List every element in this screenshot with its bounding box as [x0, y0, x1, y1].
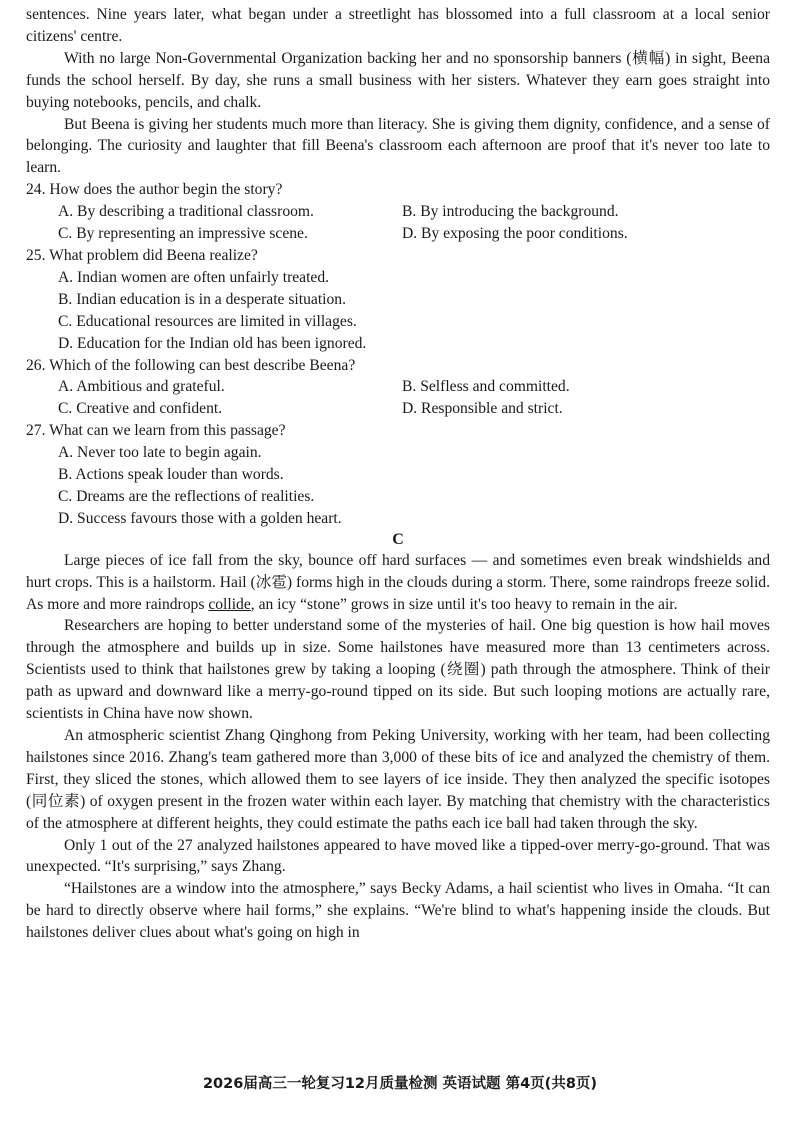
question-24 [26, 179, 770, 245]
option-a[interactable]: A. By describing a traditional classroom. [58, 203, 314, 221]
option-c[interactable]: C. Dreams are the reflections of realities. [58, 487, 315, 505]
option-a[interactable]: A. Ambitious and grateful. [58, 378, 225, 396]
option-d[interactable]: D. By exposing the poor conditions. [402, 225, 628, 243]
option-row [26, 201, 770, 223]
passage-c-paragraph-3: An atmospheric scientist Zhang Qinghong from Peking University, working with her team, had been collecting hailstones since 2016. Zhang's team gathered more than 3,000 of these bits of ice and analyzed the chemistry of them. First, they sliced the stones, which allowed them to see layers of ice inside. They then analyzed the specific isotopes (同位素) of oxygen present in the frozen water within each layer. By matching that chemistry with the characteristics of the atmosphere at different heights, they could estimate the paths each ice ball had taken through the sky. [26, 727, 770, 832]
option-d[interactable]: D. Education for the Indian old has been ignored. [58, 334, 367, 352]
option-b[interactable]: B. Indian education is in a desperate situation. [58, 290, 346, 308]
option-d[interactable]: D. Success favours those with a golden heart. [58, 509, 342, 527]
passage-c-paragraph-1 [26, 550, 770, 616]
option-row [26, 223, 770, 245]
passage-b-paragraph-3: But Beena is giving her students much more than literacy. She is giving them dignity, confidence, and a sense of belonging. The curiosity and laughter that fill Beena's classroom each afternoon are proof that it's never too late to learn. [26, 115, 770, 177]
option-a[interactable]: A. Never too late to begin again. [58, 444, 262, 462]
option-b[interactable]: B. Selfless and committed. [402, 378, 570, 396]
option-b[interactable]: B. By introducing the background. [402, 203, 619, 221]
question-27 [26, 420, 770, 530]
question-stem: 24. How does the author begin the story? [26, 181, 283, 199]
passage-c-paragraph-2: Researchers are hoping to better understand some of the mysteries of hail. One big question is how hail moves through the atmosphere and builds up in size. Some hailstones have measured more than 13 centimeters across. Scientists used to think that hailstones grew by taking a looping (绕圈) path through the atmosphere. Think of their path as upward and downward like a merry-go-round tipped on its side. But such looping motions are actually rare, scientists in China have now shown. [26, 617, 770, 723]
passage-b-paragraph-2: With no large Non-Governmental Organization backing her and no sponsorship banners (横幅) in sight, Beena funds the school herself. By day, she runs a small business with her sisters. Whatever they earn goes straight into buying notebooks, pencils, and chalk. [26, 49, 770, 111]
exam-page [26, 4, 770, 944]
option-row [26, 376, 770, 398]
question-stem: 26. Which of the following can best describe Beena? [26, 356, 356, 374]
passage-b-paragraph-1-tail: sentences. Nine years later, what began under a streetlight has blossomed into a full classroom at a local senior citizens' centre. [26, 6, 770, 45]
option-c[interactable]: C. By representing an impressive scene. [58, 225, 308, 243]
option-d[interactable]: D. Responsible and strict. [402, 400, 563, 418]
section-label: C [392, 530, 404, 548]
option-b[interactable]: B. Actions speak louder than words. [58, 466, 284, 484]
question-stem: 27. What can we learn from this passage? [26, 422, 286, 440]
question-25 [26, 245, 770, 355]
text-run: Large pieces of ice fall from the sky, bounce off hard surfaces — and sometimes even break windshields and hurt crops. This is a hailstorm. Hail (冰雹) forms high in the clouds during a storm. There, some raindrops freeze solid. As more and more raindrops [26, 551, 770, 613]
option-row [26, 398, 770, 420]
passage-c-paragraph-4: Only 1 out of the 27 analyzed hailstones appeared to have moved like a tipped-over merry-go-ground. That was unexpected. “It's surprising,” says Zhang. [26, 836, 770, 876]
underlined-word: collide [208, 595, 251, 613]
question-26 [26, 355, 770, 421]
option-c[interactable]: C. Creative and confident. [58, 400, 223, 418]
passage-c-paragraph-5: “Hailstones are a window into the atmosphere,” says Becky Adams, a hail scientist who lives in Omaha. “It can be hard to directly observe where hail forms,” she explains. “We're blind to what's happening inside the clouds. But hailstones deliver clues about what's going on high in [26, 880, 770, 942]
page-footer: 2026届高三一轮复习12月质量检测 英语试题 第4页(共8页) [202, 1076, 598, 1092]
option-a[interactable]: A. Indian women are often unfairly treated. [58, 268, 330, 286]
question-stem: 25. What problem did Beena realize? [26, 246, 258, 264]
option-c[interactable]: C. Educational resources are limited in villages. [58, 312, 357, 330]
text-run: , an icy “stone” grows in size until it's too heavy to remain in the air. [250, 595, 678, 613]
